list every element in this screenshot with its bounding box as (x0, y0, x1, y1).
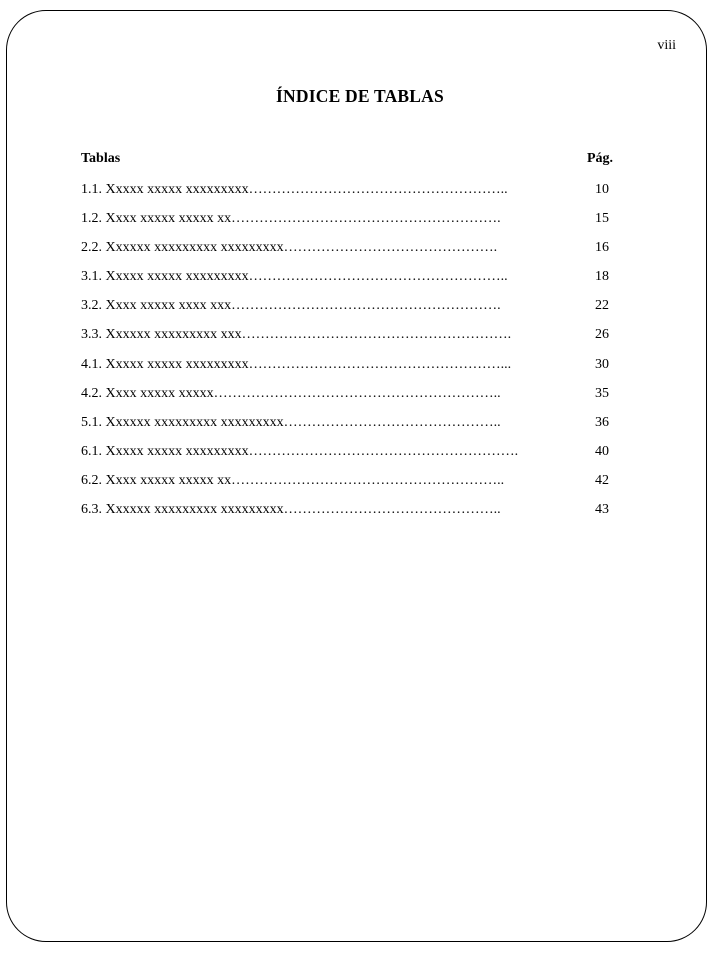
toc-entry[interactable] (81, 355, 614, 384)
toc-entry-text (81, 471, 581, 491)
toc-entry-label: 2.2. Xxxxxx xxxxxxxxx xxxxxxxxx (81, 240, 284, 256)
toc-entry-text (81, 238, 581, 258)
toc-entry-leader: …………………………………………………. (231, 211, 501, 227)
toc-entry[interactable] (81, 238, 614, 267)
toc-header-page-label: Pág. (586, 151, 613, 166)
toc-entry-text (81, 267, 581, 287)
toc-entry[interactable] (81, 384, 614, 413)
page-title: ÍNDICE DE TABLAS (276, 86, 444, 106)
toc-entry-text (81, 413, 581, 433)
toc-entry[interactable] (81, 442, 614, 471)
toc-entry-leader: ………………………………………………….. (231, 472, 505, 488)
toc-entry-text (81, 500, 581, 520)
toc-entry-page: 18 (595, 269, 609, 285)
toc-entry-leader: ……………………………………….. (283, 502, 501, 518)
toc-entry-leader: …………………………………………………. (241, 327, 512, 343)
toc-entry-leader: …………………………………………………….. (213, 385, 501, 401)
toc-entry-label: 4.2. Xxxx xxxxx xxxxx (81, 385, 214, 401)
toc-entry-text (81, 180, 581, 200)
toc-entry-leader: ……………………………………………….. (248, 269, 508, 285)
toc-entry-leader: ……………………………………….. (283, 414, 501, 430)
toc-entry-leader: ………………………………………. (283, 240, 498, 256)
toc-entry[interactable] (81, 413, 614, 442)
toc-entry-page: 26 (595, 327, 609, 343)
toc-entry-text (81, 384, 581, 404)
toc-entry[interactable] (81, 471, 614, 500)
toc-entry-label: 6.3. Xxxxxx xxxxxxxxx xxxxxxxxx (81, 502, 284, 518)
toc-entry-page: 30 (595, 356, 609, 372)
toc-entry-page: 35 (595, 385, 609, 401)
toc-entry-page: 22 (595, 298, 609, 314)
toc-entry-label: 3.1. Xxxxx xxxxx xxxxxxxxx (81, 269, 249, 285)
toc-entry-label: 5.1. Xxxxxx xxxxxxxxx xxxxxxxxx (81, 414, 284, 430)
toc-entry-leader: ………………………………………………... (248, 356, 512, 372)
toc-entry-label: 3.3. Xxxxxx xxxxxxxxx xxx (81, 327, 242, 343)
toc-entry-label: 4.1. Xxxxx xxxxx xxxxxxxxx (81, 356, 249, 372)
toc-entry[interactable] (81, 325, 614, 354)
toc-entry-page: 40 (595, 443, 609, 459)
page-number: viii (657, 38, 676, 53)
toc-entry-leader: ……………………………………………….. (248, 182, 508, 197)
toc-entry-label: 1.2. Xxxx xxxxx xxxxx xx (81, 211, 232, 227)
toc-entry-page: 15 (595, 211, 609, 227)
toc-entry-text (81, 442, 581, 462)
toc-entry-leader: …………………………………………………. (248, 443, 519, 459)
toc-entry-text (81, 209, 581, 229)
toc-entry-leader: …………………………………………………. (231, 298, 501, 314)
toc-entry-page: 10 (595, 182, 609, 197)
toc-header-tables-label: Tablas (81, 151, 121, 166)
toc-entry-label: 3.2. Xxxx xxxxx xxxx xxx (81, 298, 232, 314)
toc-list (81, 180, 614, 529)
toc-entry-label: 6.1. Xxxxx xxxxx xxxxxxxxx (81, 443, 249, 459)
toc-entry[interactable] (81, 209, 614, 238)
toc-entry-label: 6.2. Xxxx xxxxx xxxxx xx (81, 472, 232, 488)
toc-entry[interactable] (81, 267, 614, 296)
toc-entry-page: 42 (595, 472, 609, 488)
toc-entry-text (81, 296, 581, 316)
toc-entry-page: 36 (595, 414, 609, 430)
toc-entry-label: 1.1. Xxxxx xxxxx xxxxxxxxx (81, 182, 249, 197)
toc-entry-text (81, 325, 581, 345)
toc-entry-page: 16 (595, 240, 609, 256)
toc-entry[interactable] (81, 180, 614, 209)
toc-entry-page: 43 (595, 502, 609, 518)
toc-entry[interactable] (81, 500, 614, 529)
toc-entry-text (81, 355, 581, 375)
toc-entry[interactable] (81, 296, 614, 325)
